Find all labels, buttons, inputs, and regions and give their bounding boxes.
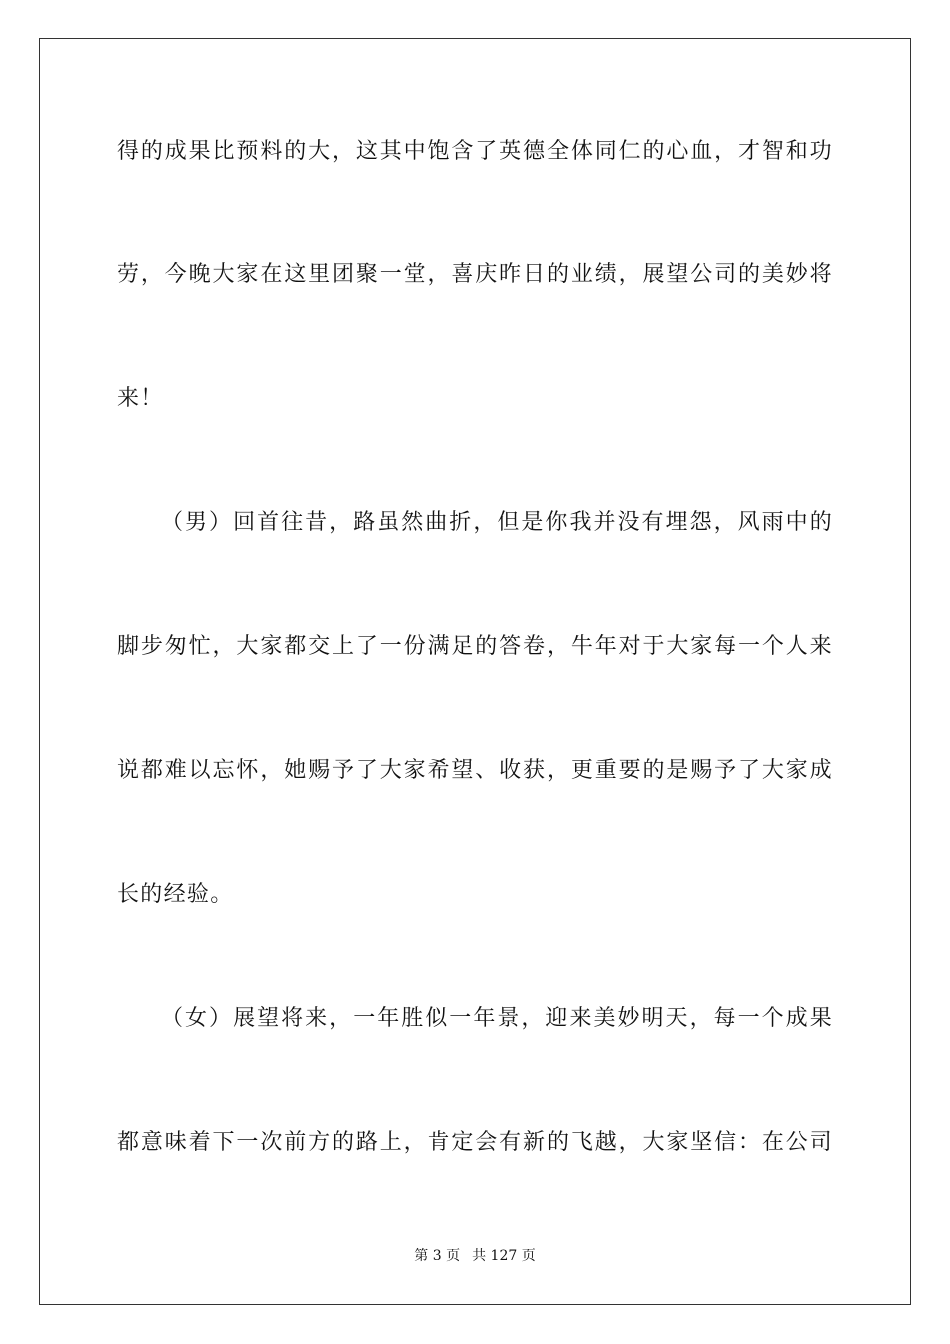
page-border xyxy=(39,38,911,1305)
page-number: 第 3 页 xyxy=(414,1248,461,1264)
paragraph-line-8: （女）展望将来，一年胜似一年景，迎来美妙明天，每一个成果 xyxy=(161,1006,833,1031)
paragraph-line-4: （男）回首往昔，路虽然曲折，但是你我并没有埋怨，风雨中的 xyxy=(161,510,833,535)
page-total: 共 127 页 xyxy=(472,1248,536,1264)
paragraph-line-2: 劳，今晚大家在这里团聚一堂，喜庆昨日的业绩，展望公司的美妙将 xyxy=(117,262,833,287)
paragraph-line-3: 来！ xyxy=(117,386,164,411)
paragraph-line-6: 说都难以忘怀，她赐予了大家希望、收获，更重要的是赐予了大家成 xyxy=(117,758,833,783)
paragraph-line-1: 得的成果比预料的大，这其中饱含了英德全体同仁的心血，才智和功 xyxy=(117,139,833,164)
paragraph-line-5: 脚步匆忙，大家都交上了一份满足的答卷，牛年对于大家每一个人来 xyxy=(117,634,833,659)
page-footer xyxy=(0,1246,950,1266)
paragraph-line-9: 都意味着下一次前方的路上，肯定会有新的飞越，大家坚信：在公司 xyxy=(117,1130,833,1155)
paragraph-line-7: 长的经验。 xyxy=(117,882,234,907)
